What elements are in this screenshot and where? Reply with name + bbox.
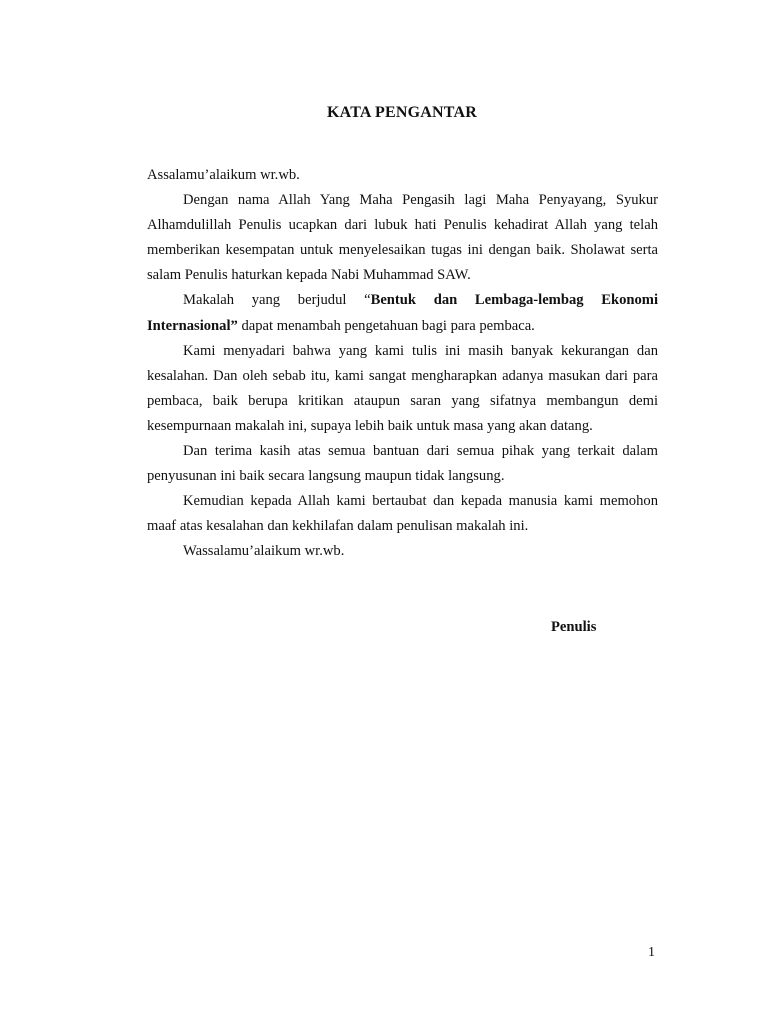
- page-title: KATA PENGANTAR: [327, 104, 477, 121]
- paragraph-acknowledgement: Kami menyadari bahwa yang kami tulis ini masih banyak kekurangan dan kesalahan. Dan oleh sebab itu, kami sangat mengharapkan adanya masukan dari para pembaca, baik berupa kritikan ataupun saran yang sifatnya membangun demi kesempurnaan makalah ini, supaya lebih baik untuk masa yang akan datang.: [147, 342, 658, 434]
- document-body: [147, 163, 658, 565]
- paragraph-thanks: Dan terima kasih atas semua bantuan dari semua pihak yang terkait dalam penyusunan ini baik secara langsung maupun tidak langsung.: [147, 443, 658, 485]
- author-signature: Penulis: [551, 619, 597, 635]
- page-number: 1: [648, 945, 655, 960]
- paragraph-title-reference: [147, 288, 658, 338]
- paragraph-title-rest: dapat menambah pengetahuan bagi para pembaca.: [237, 317, 535, 334]
- closing-line: Wassalamu’alaikum wr.wb.: [183, 543, 345, 560]
- paper-title: Bentuk dan Lembaga-lembag Ekonomi Internasional”: [147, 292, 658, 334]
- greeting-line: Assalamu’alaikum wr.wb.: [147, 167, 300, 183]
- paragraph-apology: Kemudian kepada Allah kami bertaubat dan kepada manusia kami memohon maaf atas kesalahan dan kekhilafan dalam penulisan makalah ini.: [147, 493, 658, 535]
- paragraph-title-lead: Makalah yang berjudul “: [183, 292, 371, 309]
- paragraph-opening: Dengan nama Allah Yang Maha Pengasih lagi Maha Penyayang, Syukur Alhamdulillah Penulis ucapkan dari lubuk hati Penulis kehadirat Allah yang telah memberikan kesempatan untuk menyelesaikan tugas ini dengan baik. Sholawat serta salam Penulis haturkan kepada Nabi Muhammad SAW.: [147, 192, 658, 284]
